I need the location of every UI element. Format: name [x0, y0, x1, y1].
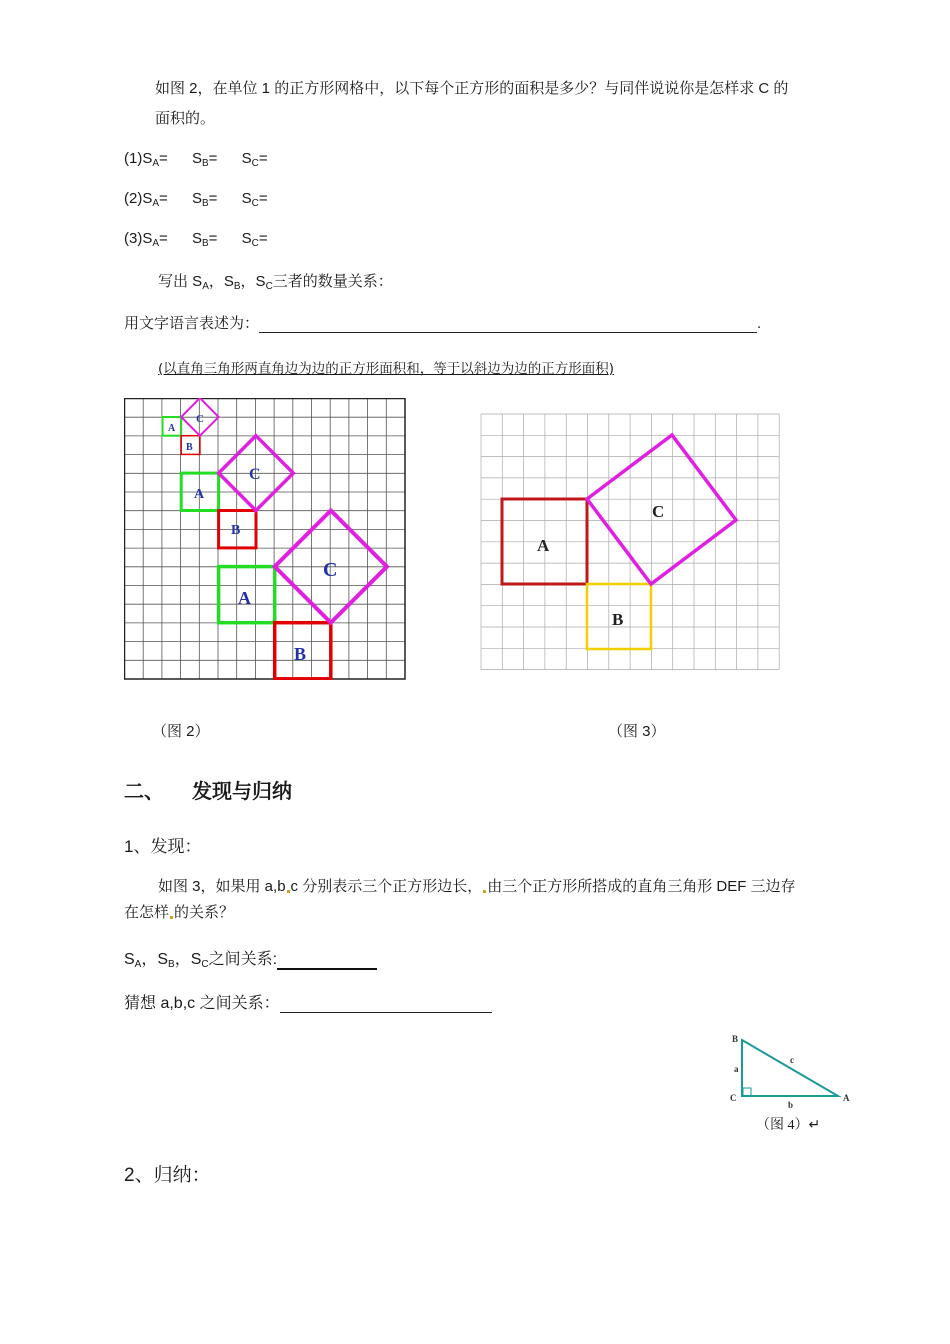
section-2-number: 二、	[124, 781, 164, 803]
fig3-caption: （图 3）	[608, 723, 666, 740]
grid-border	[125, 399, 406, 680]
equals: =	[159, 150, 168, 167]
answer-hint: (以直角三角形两直角边为边的正方形面积和，等于以斜边为边的正方形面积)	[158, 361, 615, 377]
s-relation-blank[interactable]	[277, 952, 377, 970]
right-angle-mark	[743, 1088, 751, 1096]
fig2-label-b-large: B	[294, 644, 307, 664]
marker-dot	[170, 916, 173, 919]
vertex-a: A	[843, 1093, 850, 1103]
row-2	[124, 190, 268, 209]
relation-comma: ，S	[208, 273, 234, 290]
discover-para-line-2	[124, 901, 234, 922]
equals: =	[159, 190, 168, 207]
marker-dot	[483, 890, 486, 893]
guess-line	[124, 990, 492, 1013]
para-text: c 分别表示三个正方形边长，	[290, 878, 483, 895]
fig2-label-c-medium: C	[249, 466, 261, 483]
s-symbol: S	[142, 150, 153, 167]
marker-dot	[287, 890, 290, 893]
figure-4	[726, 1030, 856, 1110]
guess-blank[interactable]	[280, 996, 492, 1013]
word-statement	[124, 312, 761, 333]
row-number: (3)	[124, 230, 143, 247]
fig2-label-b-medium: B	[231, 523, 241, 538]
guess-label: 猜想 a,b,c 之间关系：	[124, 995, 280, 1012]
discover-para-line-1	[158, 875, 796, 896]
relation-line	[158, 270, 393, 292]
figure-3	[480, 413, 780, 673]
sub-a: A	[202, 281, 209, 292]
fig2-label-c-large: C	[323, 559, 338, 581]
equals: =	[208, 190, 218, 207]
equals: =	[258, 230, 268, 247]
figure-3-grid	[481, 414, 779, 670]
row-number: (1)	[124, 150, 143, 167]
relation-prefix: 写出 S	[158, 273, 203, 290]
row-number: (2)	[124, 190, 143, 207]
s-symbol: S	[241, 230, 252, 247]
intro-line-2: 面积的。	[155, 110, 216, 127]
sub-b: B	[201, 238, 209, 249]
sub-b: B	[201, 198, 209, 209]
fig2-label-a-large: A	[238, 588, 251, 608]
equals: =	[159, 230, 168, 247]
para-text: 由三个正方形所搭成的直角三角形 DEF 三边存	[487, 878, 796, 895]
relation-suffix: 三者的数量关系：	[272, 273, 393, 290]
sub-b: B	[168, 959, 175, 970]
discover-heading: 1、发现：	[124, 837, 202, 856]
para-text: 如图 3，如果用 a,b	[158, 878, 286, 895]
section-2-title: 发现与归纳	[192, 781, 292, 803]
fig3-label-b: B	[612, 610, 624, 629]
fig2-label-b-small: B	[186, 442, 193, 453]
relation-comma: ，S	[240, 273, 266, 290]
s-symbol: S	[241, 150, 252, 167]
s-symbol: S	[191, 230, 202, 247]
s-relation-line	[124, 946, 377, 970]
side-a: a	[734, 1064, 739, 1074]
period: .	[757, 315, 762, 332]
sub-a: A	[152, 238, 160, 249]
s-symbol: S	[241, 190, 252, 207]
s-symbol: S	[124, 951, 135, 968]
intro-line-1: 如图 2，在单位 1 的正方形网格中，以下每个正方形的面积是多少？与同伴说说你是怎样求 C 的	[155, 80, 789, 97]
fig3-label-c: C	[652, 502, 665, 521]
fig2-label-a-medium: A	[194, 487, 205, 502]
relation-label: 之间关系:	[208, 951, 278, 968]
separator: ，S	[141, 951, 169, 968]
sub-c: C	[265, 281, 273, 292]
sub-c: C	[251, 238, 259, 249]
sub-a: A	[152, 198, 160, 209]
separator: ，S	[174, 951, 202, 968]
sub-c: C	[251, 198, 259, 209]
s-symbol: S	[142, 190, 153, 207]
s-symbol: S	[191, 150, 202, 167]
row-1	[124, 150, 268, 169]
fig3-label-a: A	[537, 536, 550, 555]
figure-2-grid	[125, 399, 406, 680]
side-c: c	[790, 1055, 794, 1065]
summary-heading: 2、归纳：	[124, 1165, 211, 1186]
fig4-caption: （图 4）↵	[756, 1118, 821, 1133]
s-symbol: S	[191, 190, 202, 207]
sub-a: A	[152, 158, 160, 169]
side-b: b	[788, 1100, 794, 1110]
fig2-label-c-small: C	[196, 413, 204, 425]
vertex-c: C	[730, 1093, 737, 1103]
figure-2	[124, 398, 406, 680]
row-3	[124, 230, 268, 249]
sub-b: B	[201, 158, 209, 169]
equals: =	[208, 150, 218, 167]
word-statement-label: 用文字语言表述为：	[124, 315, 260, 332]
s-symbol: S	[142, 230, 153, 247]
right-triangle	[742, 1040, 838, 1096]
sub-c: C	[201, 959, 209, 970]
equals: =	[208, 230, 218, 247]
vertex-b: B	[732, 1034, 739, 1044]
para-text: 在怎样	[124, 904, 170, 921]
para-text: 的关系？	[174, 904, 235, 921]
sub-c: C	[251, 158, 259, 169]
equals: =	[258, 190, 268, 207]
sub-b: B	[233, 281, 241, 292]
fig2-caption: （图 2）	[152, 723, 210, 740]
answer-blank[interactable]	[259, 316, 757, 333]
equals: =	[258, 150, 268, 167]
fig2-label-a-small: A	[168, 423, 176, 434]
sub-a: A	[134, 959, 142, 970]
